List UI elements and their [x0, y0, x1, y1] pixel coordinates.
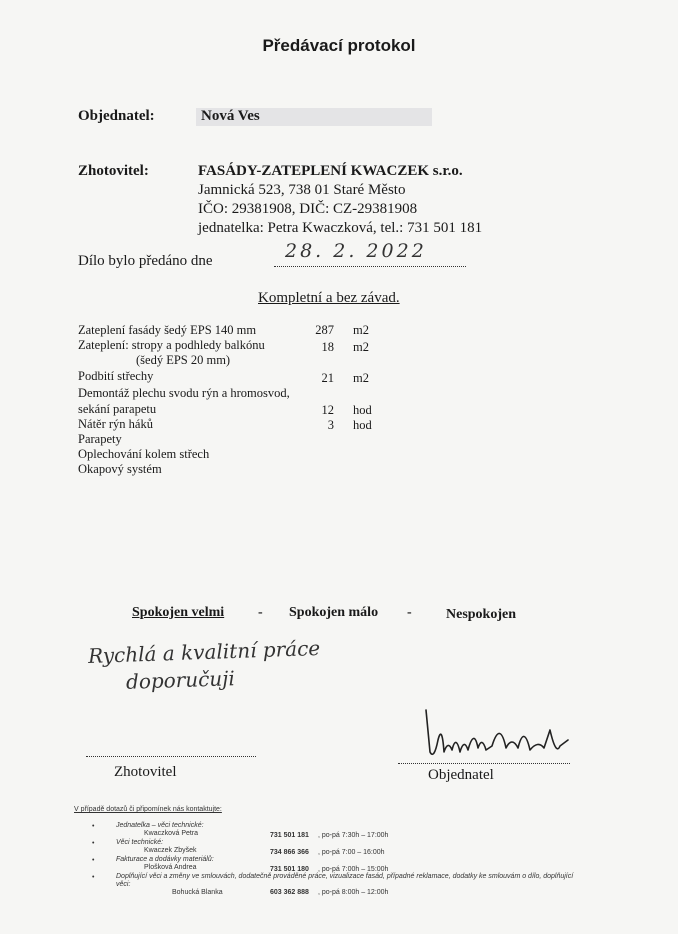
footer-name: Kwaczek Zbyšek — [144, 847, 197, 854]
item-label: Okapový systém — [78, 462, 162, 476]
item-qty: 12 — [321, 403, 334, 417]
item-qty: 21 — [321, 371, 334, 385]
item-qty: 287 — [315, 323, 334, 337]
item-label: Parapety — [78, 432, 122, 446]
item-qty: 3 — [327, 418, 334, 432]
contractor-signature-line — [86, 756, 256, 757]
footer-hours: , po-pá 7:00h – 15:00h — [318, 866, 389, 873]
footer-phone: 603 362 888 — [270, 889, 309, 896]
handwritten-comment-line1: Rychlá a kvalitní práce — [87, 635, 321, 669]
orderer-signature-line — [398, 763, 570, 764]
item-unit: m2 — [353, 371, 369, 385]
footer-phone: 734 866 366 — [270, 849, 309, 856]
contractor-signature-label: Zhotovitel — [114, 764, 177, 780]
footer-name: Bohucká Blanka — [172, 889, 223, 896]
footer-hours: , po-pá 7:00 – 16:00h — [318, 849, 385, 856]
item-label: sekání parapetu — [78, 402, 157, 416]
footer-phone: 731 501 181 — [270, 832, 309, 839]
status-text: Kompletní a bez závad. — [258, 290, 400, 306]
item-unit: m2 — [353, 340, 369, 354]
contractor-contact: jednatelka: Petra Kwaczková, tel.: 731 501 181 — [198, 220, 483, 236]
date-dotted-line — [274, 266, 466, 267]
item-label: Nátěr rýn háků — [78, 417, 153, 431]
contractor-name: FASÁDY-ZATEPLENÍ KWACZEK s.r.o. — [198, 163, 463, 179]
orderer-value: Nová Ves — [201, 108, 260, 124]
item-label: Oplechování kolem střech — [78, 447, 210, 461]
item-label: (šedý EPS 20 mm) — [136, 353, 231, 367]
footer-name: Kwaczková Petra — [144, 830, 199, 837]
satisfaction-dash: - — [407, 605, 412, 620]
footer-role: Jednatelka – věci technické: — [116, 822, 204, 829]
footer-hours: , po-pá 8:00h – 12:00h — [318, 889, 389, 896]
item-unit: hod — [353, 403, 372, 417]
footer-role: Fakturace a dodávky materiálů: — [116, 856, 214, 863]
footer-bullet: • — [92, 823, 95, 830]
item-label: Demontáž plechu svodu rýn a hromosvod, — [78, 386, 290, 400]
item-label: Podbití střechy — [78, 369, 154, 383]
footer-bullet: • — [92, 874, 95, 881]
item-unit: hod — [353, 418, 372, 432]
footer-hours: , po-pá 7:30h – 17:00h — [318, 832, 389, 839]
footer-phone: 731 501 180 — [270, 866, 309, 873]
contractor-address: Jamnická 523, 738 01 Staré Město — [198, 182, 406, 198]
orderer-label: Objednatel: — [78, 108, 155, 124]
contractor-label: Zhotovitel: — [78, 163, 149, 179]
document-title: Předávací protokol — [262, 36, 416, 55]
footer-role: Věci technické: — [116, 839, 164, 846]
item-label: Zateplení fasády šedý EPS 140 mm — [78, 323, 257, 337]
item-unit: m2 — [353, 323, 369, 337]
orderer-signature-graphic — [420, 700, 580, 766]
footer-bullet: • — [92, 857, 95, 864]
footer-bullet: • — [92, 840, 95, 847]
footer-role: Doplňující věci a změny ve smlouvách, dodatečně prováděné práce, vizualizace fasád, případné reklamace, dodatky ke smlouvám o dílo, doplňující věci: — [116, 873, 574, 888]
handwritten-comment-line2: doporučuji — [125, 666, 236, 694]
handover-label: Dílo bylo předáno dne — [78, 253, 213, 269]
satisfaction-dash: - — [258, 605, 263, 620]
satisfaction-not: Nespokojen — [446, 607, 517, 622]
footer-name: Plošková Andrea — [144, 864, 197, 871]
satisfaction-very: Spokojen velmi — [132, 605, 225, 620]
handover-date: 28. 2. 2022 — [285, 240, 427, 262]
satisfaction-little: Spokojen málo — [289, 605, 379, 620]
orderer-signature-label: Objednatel — [428, 767, 494, 783]
contractor-ids: IČO: 29381908, DIČ: CZ-29381908 — [198, 201, 418, 217]
item-label: Zateplení: stropy a podhledy balkónu — [78, 338, 265, 352]
item-qty: 18 — [321, 340, 334, 354]
footer-heading: V případě dotazů či připomínek nás kontaktujte: — [74, 806, 222, 813]
